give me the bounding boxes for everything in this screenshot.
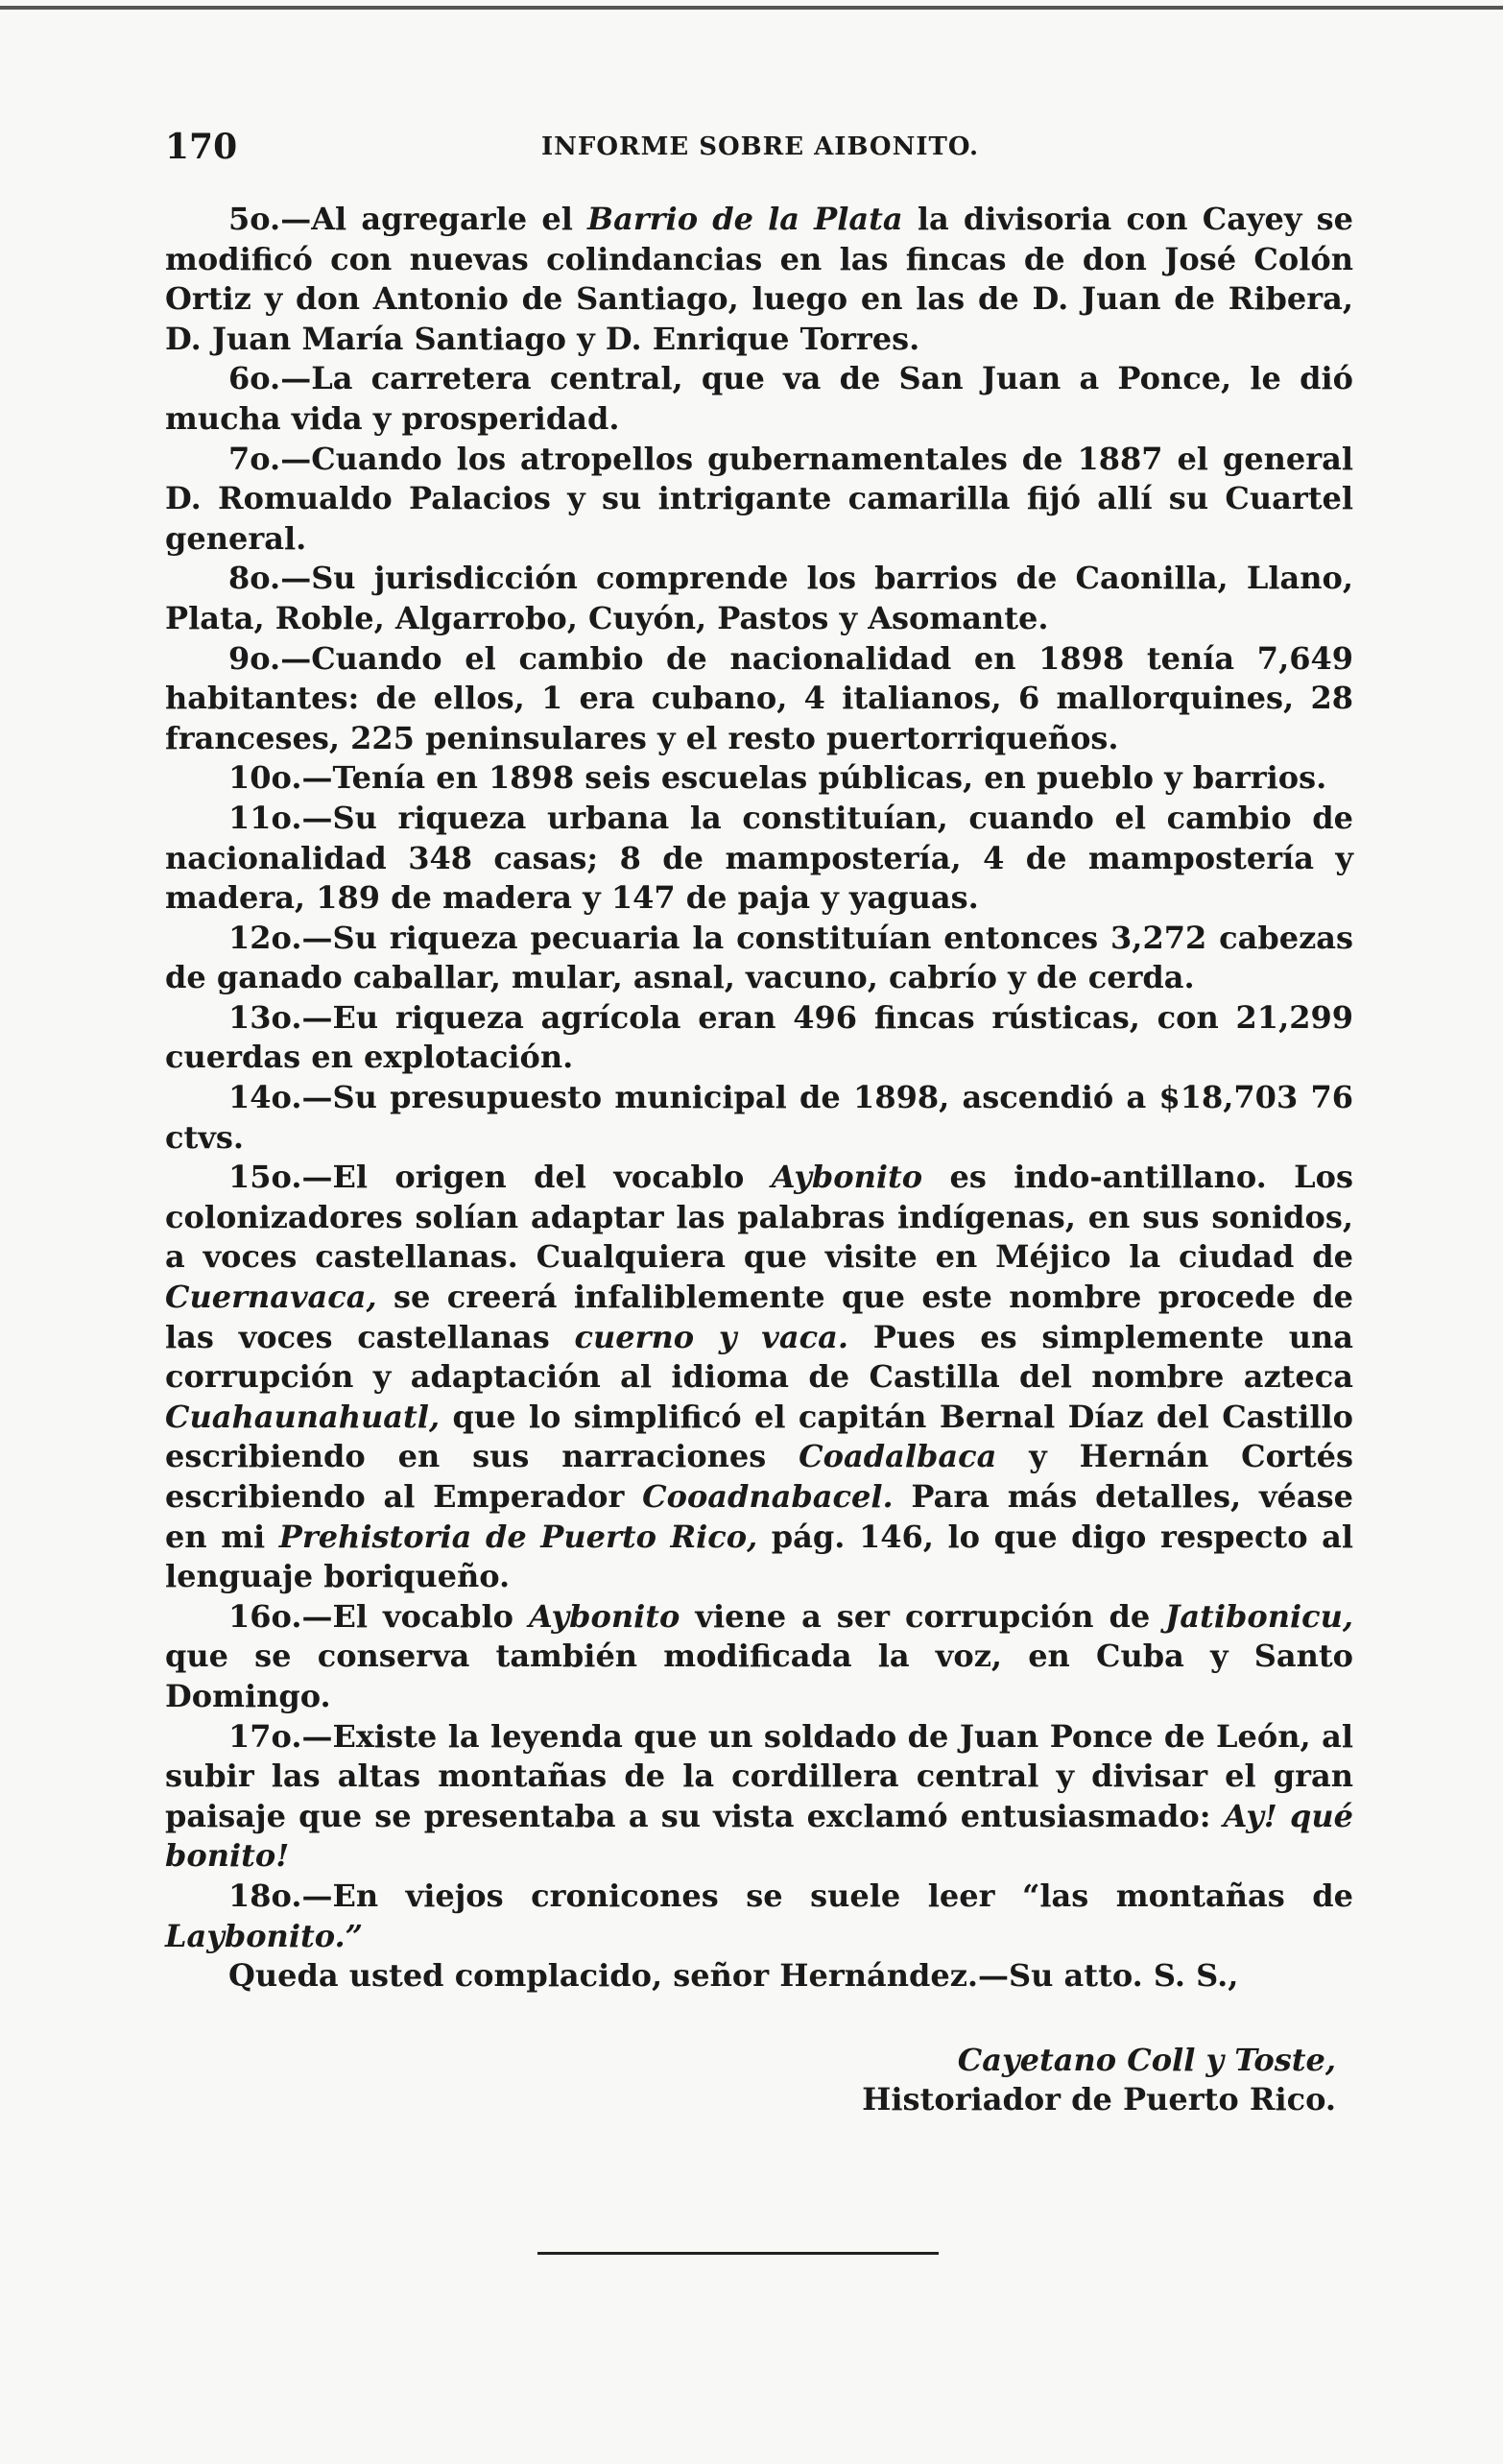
italic-span: Aybonito <box>771 1159 923 1196</box>
text-span: 10o.—Tenía en 1898 seis escuelas públicas, en pueblo y barrios. <box>228 759 1327 797</box>
paragraph <box>165 1717 1353 1877</box>
italic-span: Coadalbaca <box>799 1438 997 1475</box>
signature-name: Cayetano Coll y Toste, <box>957 2041 1336 2078</box>
text-span: viene a ser corrupción de <box>680 1597 1166 1635</box>
paragraph <box>165 1158 1353 1597</box>
page-number: 170 <box>165 127 238 167</box>
paragraph <box>165 998 1353 1078</box>
text-span: 6o.—La carretera central, que va de San Juan a Ponce, le dió mucha vida y prosperidad. <box>165 360 1353 437</box>
paragraph <box>165 559 1353 638</box>
paragraph <box>165 758 1353 799</box>
text-span: Queda usted complacido, señor Hernández.—Su atto. S. S., <box>228 1957 1239 1995</box>
italic-span: Cuahaunahuatl, <box>165 1398 441 1435</box>
text-span: se creerá infaliblemente que este nombre procede de las voces castellanas <box>165 1279 1353 1355</box>
signature-title: Historiador de Puerto Rico. <box>862 2081 1336 2118</box>
closing-rule <box>537 2252 939 2255</box>
text-span: que se conserva también modificada la voz, en Cuba y Santo Domingo. <box>165 1638 1353 1714</box>
italic-span: Ay! qué bonito! <box>165 1797 1354 1875</box>
text-span: pág. 146, lo que digo respecto al lenguaje boriqueño. <box>165 1518 1354 1595</box>
paragraph <box>165 799 1353 919</box>
page-body <box>165 200 1353 2120</box>
text-span: y Hernán Cortés escribiendo al Emperador <box>165 1438 1354 1515</box>
text-span: 12o.—Su riqueza pecuaria la constituían entonces 3,272 cabezas de ganado caballar, mular, asnal, vacuno, cabrío y de cerda. <box>165 919 1353 996</box>
paragraph <box>165 919 1353 998</box>
paragraph <box>165 1877 1353 1956</box>
text-span: 9o.—Cuando el cambio de nacionalidad en 1898 tenía 7,649 habitantes: de ellos, 1 era cubano, 4 italianos, 6 mallorquines, 28 franceses, 225 peninsulares y el resto puertorriqueños. <box>165 639 1353 756</box>
italic-span: Barrio de la Plata <box>587 201 903 237</box>
italic-span: Prehistoria de Puerto Rico, <box>278 1518 758 1555</box>
text-span: 8o.—Su jurisdicción comprende los barrios de Caonilla, Llano, Plata, Roble, Algarrobo, Cuyón, Pastos y Asomante. <box>165 560 1353 636</box>
text-span: 7o.—Cuando los atropellos gubernamentales de 1887 el general D. Romualdo Palacios y su intrigante camarilla fijó allí su Cuartel general. <box>165 440 1353 557</box>
paragraph <box>165 1956 1353 1997</box>
text-span: es indo-antillano. Los colonizadores solían adaptar las palabras indígenas, en sus sonidos, a voces castellanas. Cualquiera que visite en Méjico la ciudad de <box>165 1159 1354 1276</box>
signature-block <box>165 2041 1353 2120</box>
text-span: 17o.—Existe la leyenda que un soldado de Juan Ponce de León, al subir las altas montañas de la cordillera central y divisar el gran paisaje que se presentaba a su vista exclamó entusiasmado: <box>165 1717 1353 1834</box>
page-header <box>165 127 1355 175</box>
italic-span: Jatibonicu, <box>1165 1597 1354 1635</box>
text-span: 5o.—Al agregarle el <box>228 201 588 237</box>
italic-span: cuerno y vaca. <box>574 1318 848 1355</box>
italic-span: Aybonito <box>529 1597 680 1635</box>
text-span: 11o.—Su riqueza urbana la constituían, cuando el cambio de nacionalidad 348 casas; 8 de mampostería, 4 de mampostería y madera, 189 de madera y 147 de paja y yaguas. <box>165 799 1353 917</box>
text-span: 14o.—Su presupuesto municipal de 1898, ascendió a $18,703 76 ctvs. <box>165 1079 1353 1156</box>
text-span: 15o.—El origen del vocablo <box>228 1159 772 1196</box>
text-span: 13o.—Eu riqueza agrícola eran 496 fincas rústicas, con 21,299 cuerdas en explotación. <box>165 998 1353 1076</box>
text-span: Pues es simplemente una corrupción y adaptación al idioma de Castilla del nombre azteca <box>165 1318 1354 1396</box>
text-span: Para más detalles, véase en mi <box>165 1478 1354 1555</box>
paragraph-list <box>165 200 1353 1997</box>
text-span: que lo simplificó el capitán Bernal Díaz del Castillo escribiendo en sus narraciones <box>165 1398 1353 1475</box>
paragraph <box>165 359 1353 439</box>
top-border-rule <box>0 6 1503 10</box>
text-span: 18o.—En viejos cronicones se suele leer “las montañas de <box>228 1877 1353 1914</box>
italic-span: Laybonito.” <box>165 1917 364 1954</box>
italic-span: Cuernavaca, <box>165 1279 377 1316</box>
paragraph <box>165 440 1353 560</box>
running-head: INFORME SOBRE AIBONITO. <box>540 132 980 161</box>
paragraph <box>165 1597 1353 1717</box>
paragraph <box>165 200 1353 359</box>
text-span: 16o.—El vocablo <box>228 1597 529 1635</box>
paragraph <box>165 1078 1353 1158</box>
paragraph <box>165 639 1353 759</box>
italic-span: Cooadnabacel. <box>642 1478 894 1515</box>
text-span: la divisoria con Cayey se modificó con nuevas colindancias en las fincas de don José Colón Ortiz y don Antonio de Santiago, luego en las de D. Juan de Ribera, D. Juan María Santiago y D. Enrique Torres. <box>165 201 1354 357</box>
